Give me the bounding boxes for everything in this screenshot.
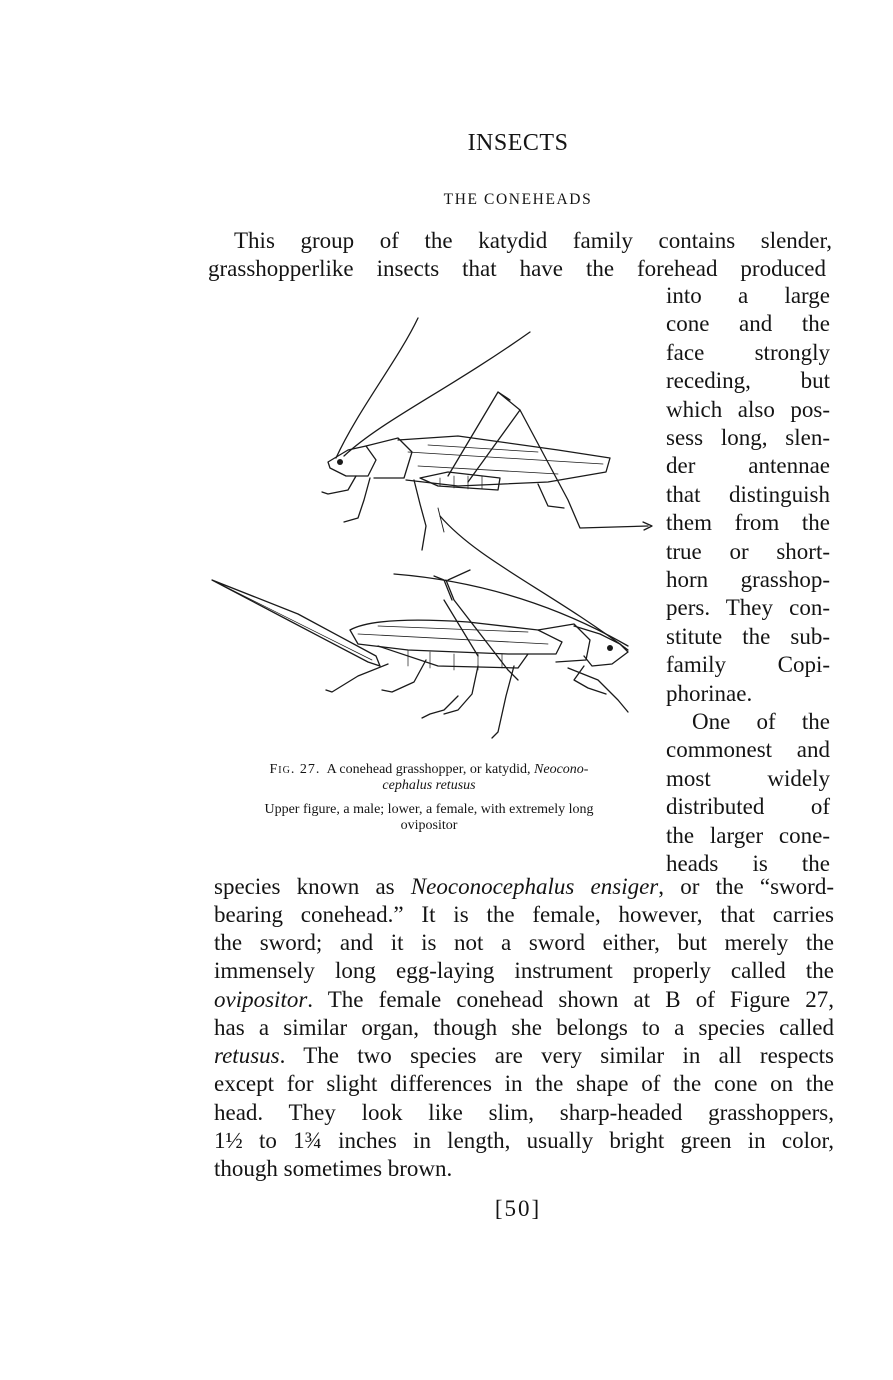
side-line: them from the — [666, 510, 830, 536]
wing — [350, 620, 562, 654]
caption-line: Upper figure, a male; lower, a female, with extremely long — [264, 802, 594, 817]
side-line: heads is the — [666, 851, 830, 876]
side-line: face strongly — [666, 339, 830, 365]
side-line: which also pos- — [666, 396, 830, 422]
term-ovipositor: ovipositor — [214, 987, 308, 1012]
species-name: Neoconocephalus ensiger — [410, 874, 659, 899]
body-line: head. They look like slim, sharp-headed grasshoppers, — [214, 1100, 834, 1125]
caption-species-cont: cephalus retusus — [382, 778, 476, 793]
body-line: This group of the katydid family contains slender, — [234, 228, 832, 253]
running-head: INSECTS — [467, 130, 569, 156]
page-number: [50] — [494, 1196, 542, 1221]
body-line: grasshopperlike insects that have the forehead produced — [208, 256, 826, 281]
side-line: stitute the sub- — [666, 623, 830, 649]
wing — [398, 436, 610, 486]
side-line: distributed of — [666, 794, 830, 820]
side-line: horn grasshop- — [666, 567, 830, 592]
caption-line: ovipositor — [400, 818, 458, 833]
body-line: though sometimes brown. — [214, 1156, 453, 1181]
conehead-figure — [208, 300, 668, 750]
front-leg — [322, 476, 356, 494]
pronotum — [538, 624, 590, 662]
antenna — [336, 318, 418, 458]
head — [328, 446, 376, 476]
figure-caption-detail — [214, 802, 644, 834]
side-line: into a large — [666, 283, 830, 308]
side-line: most widely — [666, 765, 830, 791]
antenna — [394, 574, 628, 646]
mid-leg — [414, 480, 426, 550]
body-line: has a similar organ, though she belongs to a species called — [214, 1015, 834, 1040]
mid-leg — [382, 660, 426, 692]
side-line: receding, but — [666, 368, 830, 394]
caption-label: Fig. 27. — [269, 762, 321, 777]
caption-text: A conehead grasshopper, or katydid, — [326, 762, 531, 777]
side-line: commonest and — [666, 737, 830, 763]
eye — [607, 645, 613, 651]
side-line: that distinguish — [666, 481, 830, 507]
abdomen — [420, 472, 500, 490]
side-line: phorinae. — [666, 680, 753, 706]
side-line: pers. They con- — [666, 595, 830, 621]
female-conehead — [212, 516, 628, 738]
side-line: cone and the — [666, 311, 830, 337]
side-line: family Copi- — [666, 652, 830, 678]
side-line: der antennae — [666, 453, 830, 479]
side-line: One of the — [692, 709, 830, 734]
species-retusus: retusus — [214, 1043, 280, 1068]
male-conehead — [322, 318, 652, 550]
eye — [337, 459, 343, 465]
figure-caption — [214, 762, 644, 794]
side-line: sess long, slen- — [666, 425, 830, 450]
section-title: THE CONEHEADS — [443, 191, 593, 208]
body-line: 1½ to 1¾ inches in length, usually bright green in color, — [214, 1128, 834, 1153]
caption-species: Neocono- — [534, 762, 589, 777]
side-line: true or short- — [666, 538, 830, 564]
body-line: immensely long egg-laying instrument properly called the — [214, 958, 834, 983]
body-line: the sword; and it is not a sword either, but merely the — [214, 930, 834, 955]
body-line: bearing conehead.” It is the female, however, that carries — [214, 902, 834, 927]
body-line: except for slight differences in the shape of the cone on the — [214, 1071, 834, 1096]
body-line: species known as Neoconocephalus ensiger, or the “sword- — [214, 874, 834, 899]
front-leg — [574, 666, 606, 694]
body-line: retusus. The two species are very similar in all respects — [214, 1043, 834, 1068]
side-line: the larger cone- — [666, 822, 830, 848]
body-line: ovipositor. The female conehead shown at B of Figure 27, — [214, 987, 834, 1012]
pronotum — [366, 438, 412, 478]
